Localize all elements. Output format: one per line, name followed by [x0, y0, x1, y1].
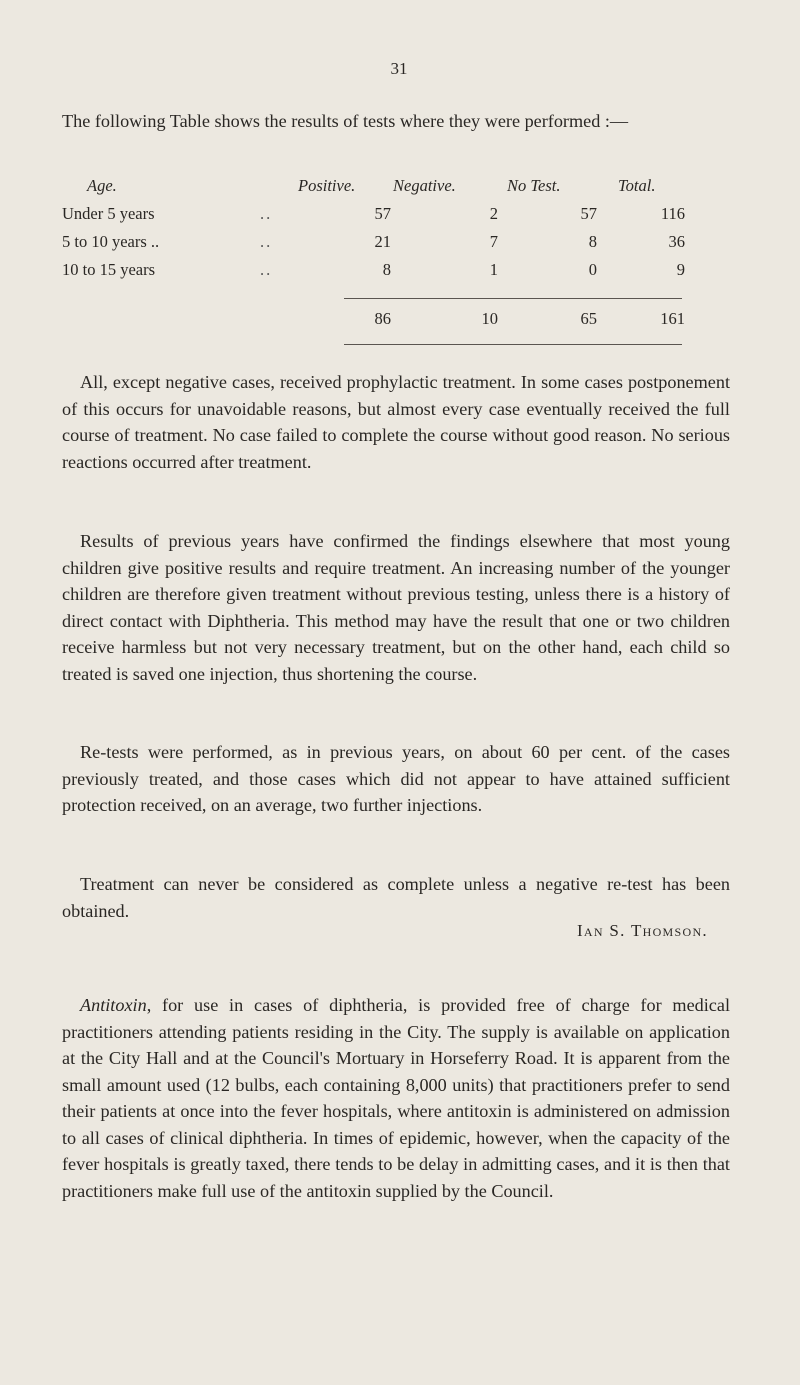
row-age-label: 5 to 10 years .. — [62, 232, 160, 251]
header-negative: Negative. — [393, 176, 456, 195]
antitoxin-paragraph — [62, 992, 730, 1204]
leader-dots: .. — [260, 204, 273, 223]
leader-dots: .. — [260, 260, 273, 279]
cell-total: 36 — [668, 232, 685, 251]
header-no-test: No Test. — [507, 176, 561, 195]
paragraph: Results of previous years have confirmed the findings elsewhere that most young children give positive results and require treatment. An increasing number of the younger children are therefore given treatment without previous testing, unless there is a history of direct contact with Diphtheria. This method may have the result that one or two children receive harmless but not very necessary treatment, but on the other hand, each child so treated is saved one injection, thus shortening the course. — [62, 531, 730, 684]
signature: Ian S. Thomson. — [576, 921, 708, 940]
row-age-label: 10 to 15 years — [62, 260, 156, 279]
intro-paragraph: The following Table shows the results of tests where they were performed :— — [62, 111, 629, 131]
paragraph: Treatment can never be considered as complete unless a negative re-test has been obtained. — [62, 874, 730, 921]
cell-positive: 8 — [382, 260, 391, 279]
cell-positive: 21 — [374, 232, 391, 251]
header-total: Total. — [618, 176, 656, 195]
total-total: 161 — [660, 309, 685, 328]
cell-negative: 7 — [489, 232, 498, 251]
total-positive: 86 — [374, 309, 391, 328]
table-rule-top — [344, 298, 682, 299]
header-positive: Positive. — [298, 176, 356, 195]
cell-no-test: 8 — [588, 232, 597, 251]
table-row — [62, 204, 730, 226]
leader-dots: .. — [260, 232, 273, 251]
table-totals-row — [62, 309, 730, 331]
table-rule-bottom — [344, 344, 682, 345]
paragraph: Re-tests were performed, as in previous years, on about 60 per cent. of the cases previously treated, and those cases which did not appear to have attained sufficient protection received, on an average, two further injections. — [62, 742, 730, 815]
total-negative: 10 — [481, 309, 498, 328]
page-number: 31 — [390, 59, 408, 78]
total-no-test: 65 — [580, 309, 597, 328]
cell-positive: 57 — [374, 204, 391, 223]
cell-no-test: 57 — [580, 204, 597, 223]
antitoxin-text: , for use in cases of diphtheria, is provided free of charge for medical practitioners attending patients residing in the City. The supply is available on application at the City Hall and at the Council's Mortuary in Horseferry Road. It is apparent from the small amount used (12 bulbs, each containing 8,000 units) that practitioners prefer to send their patients at once into the fever hospitals, where antitoxin is administered on admission to all cases of clinical diphtheria. In times of epidemic, however, when the capacity of the fever hospitals is greatly taxed, there tends to be delay in admitting cases, and it is then that practitioners make full use of the antitoxin supplied by the Council. — [62, 995, 730, 1201]
header-age: Age. — [87, 176, 117, 195]
table-header-row — [62, 176, 730, 198]
cell-negative: 1 — [489, 260, 498, 279]
cell-total: 9 — [676, 260, 685, 279]
cell-no-test: 0 — [588, 260, 597, 279]
paragraph: All, except negative cases, received prophylactic treatment. In some cases postponement of this occurs for unavoidable reasons, but almost every case eventually received the full course of treatment. No case failed to complete the course without good reason. No serious reactions occurred after treatment. — [62, 372, 730, 472]
row-age-label: Under 5 years — [62, 204, 155, 223]
cell-total: 116 — [660, 204, 685, 223]
table-row — [62, 232, 730, 254]
antitoxin-lead: Antitoxin — [80, 995, 147, 1015]
cell-negative: 2 — [489, 204, 498, 223]
table-row — [62, 260, 730, 282]
